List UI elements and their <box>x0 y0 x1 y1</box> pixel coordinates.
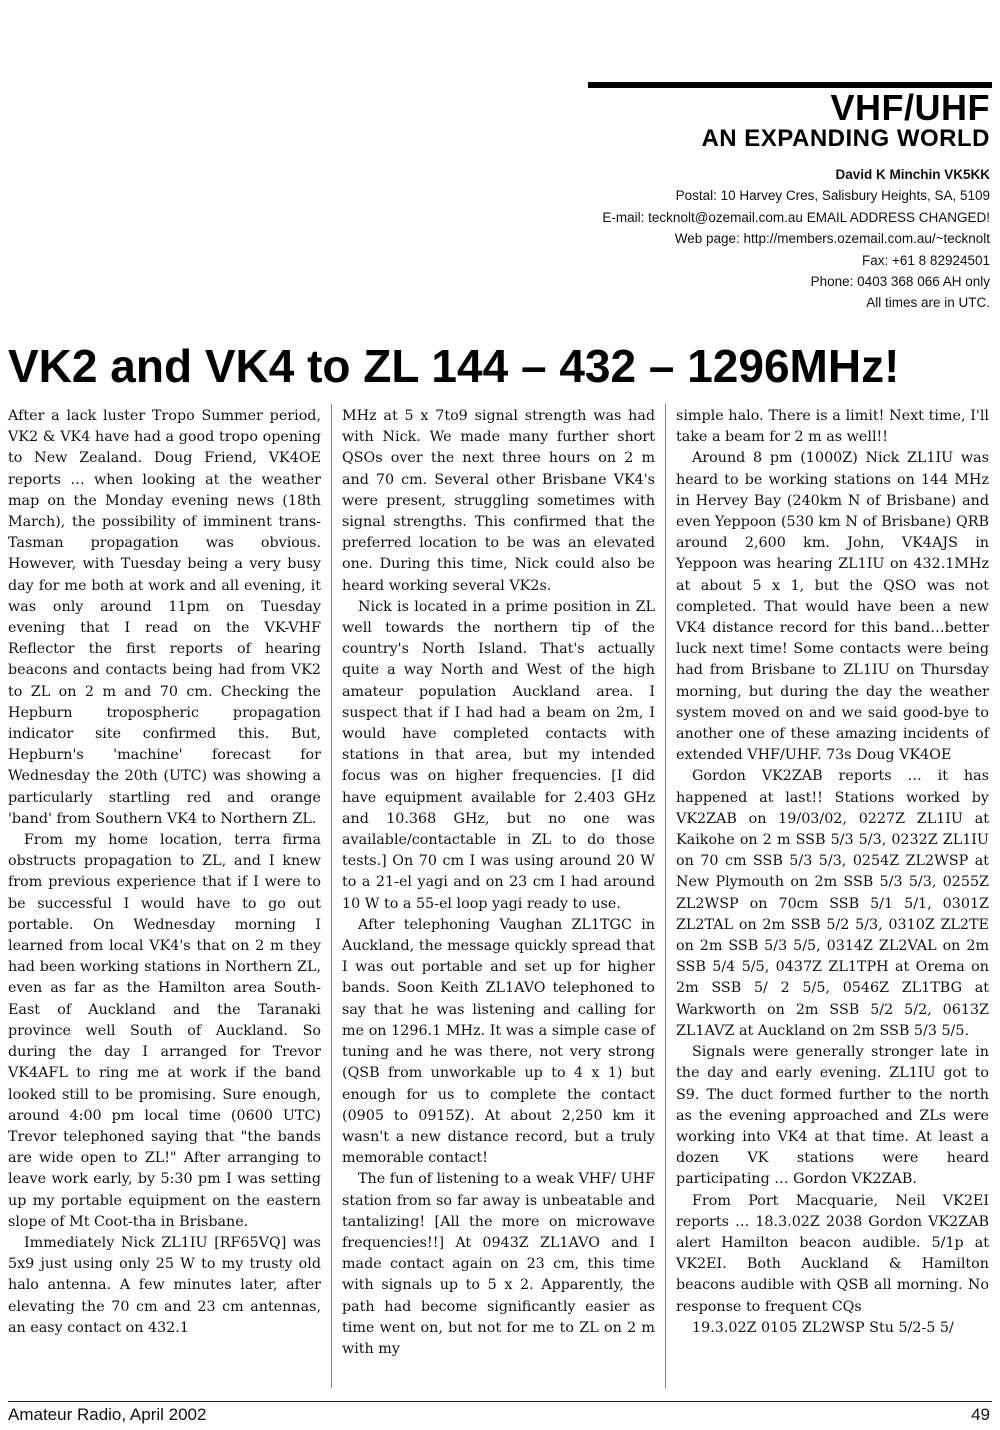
footer-rule <box>8 1401 992 1402</box>
section-subtitle: AN EXPANDING WORLD <box>701 125 990 152</box>
times-note: All times are in UTC. <box>866 295 990 311</box>
paragraph: simple halo. There is a limit! Next time, I'll take a beam for 2 m as well!! <box>676 408 989 446</box>
paragraph: From Port Macquarie, Neil VK2EI reports … 18.3.02Z 2038 Gordon VK2ZAB alert Hamilton beacon audible. 5/1p at VK2EI. Both Auckland & Hamilton beacons audible with QSB all morning. No response to frequent CQs <box>676 1192 989 1315</box>
author-name: David K Minchin VK5KK <box>835 167 990 182</box>
paragraph: Nick is located in a prime position in ZL well towards the northern tip of the country's North Island. That's actually quite a way North and West of the high amateur population Auckland area. I suspect that if I had had a beam on 2m, I would have completed contacts with stations in that area, but my intended focus was on higher frequencies. [I did have equipment available for 2.403 GHz and 10.368 GHz, but no one was available/contactable in ZL to do those tests.] On 70 cm I was using around 20 W to a 21-el yagi and on 23 cm I had around 10 W to a 55-el loop yagi ready to use. <box>342 598 655 912</box>
paragraph: Around 8 pm (1000Z) Nick ZL1IU was heard to be working stations on 144 MHz in Hervey Bay (240km N of Brisbane) and even Yeppoon (530 km N of Brisbane) QRB around 2,600 km. John, VK4AJS in Yeppoon was hearing ZL1IU on 432.1MHz at about 5 x 1, but the QSO was not completed. That would have been a new VK4 distance record for this band…better luck next time! Some contacts were being had from Brisbane to ZL1IU on Thursday morning, but during the day the weather system moved on and we said good-bye to another one of these amazing incidents of extended VHF/UHF. 73s Doug VK4OE <box>676 450 989 764</box>
article-headline: VK2 and VK4 to ZL 144 – 432 – 1296MHz! <box>8 340 900 392</box>
article-column-3 <box>676 406 989 1339</box>
fax-line: Fax: +61 8 82924501 <box>862 252 990 268</box>
article-column-1 <box>8 406 321 1339</box>
publication-footer: Amateur Radio, April 2002 <box>8 1405 207 1424</box>
paragraph: After telephoning Vaughan ZL1TGC in Auckland, the message quickly spread that I was out portable and set up for higher bands. Soon Keith ZL1AVO telephoned to say that he was listening and calling for me on 1296.1 MHz. It was a simple case of tuning and he was there, not very strong (QSB from unworkable up to 4 x 1) but enough for us to complete the contact (0905 to 0915Z). At about 2,250 km it wasn't a new distance record, but a truly memorable contact! <box>342 916 655 1167</box>
column-divider <box>665 404 666 1388</box>
section-title: VHF/UHF <box>830 87 990 128</box>
paragraph: The fun of listening to a weak VHF/ UHF station from so far away is unbeatable and tantalizing! [All the more on microwave frequencies!!] At 0943Z ZL1AVO and I made contact again on 23 cm, this time with signals up to 5 x 2. Apparently, the path had become significantly easier as time went on, but not for me to ZL on 2 m with my <box>342 1171 655 1357</box>
postal-address: Postal: 10 Harvey Cres, Salisbury Heights, SA, 5109 <box>675 188 990 204</box>
column-divider <box>331 404 332 1388</box>
author-contact-block <box>602 164 990 314</box>
paragraph: 19.3.02Z 0105 ZL2WSP Stu 5/2-5 5/ <box>692 1319 954 1336</box>
paragraph: After a lack luster Tropo Summer period, VK2 & VK4 have had a good tropo opening to New Zealand. Doug Friend, VK4OE reports … when looking at the weather map on the Monday evening news (18th March), the possibility of imminent trans-Tasman propagation was obvious. However, with Tuesday being a very busy day for me both at work and all evening, it was only around 11pm on Tuesday evening that I read on the VK-VHF Reflector the first reports of hearing beacons and contacts being had from VK2 to ZL on 2 m and 70 cm. Checking the Hepburn tropospheric propagation indicator site confirmed this. But, Hepburn's 'machine' forecast for Wednesday the 20th (UTC) was showing a particularly startling red and orange 'band' from Southern VK4 to Northern ZL. <box>8 408 321 827</box>
email-line: E-mail: tecknolt@ozemail.com.au EMAIL ADDRESS CHANGED! <box>602 209 990 225</box>
phone-line: Phone: 0403 368 066 AH only <box>810 274 990 290</box>
paragraph: MHz at 5 x 7to9 signal strength was had with Nick. We made many further short QSOs over the next three hours on 2 m and 70 cm. Several other Brisbane VK4's were present, struggling sometimes with signal strengths. This confirmed that the preferred location to be was an elevated one. During this time, Nick could also be heard working several VK2s. <box>342 408 655 594</box>
paragraph: Gordon VK2ZAB reports … it has happened at last!! Stations worked by VK2ZAB on 19/03/02, 0227Z ZL1IU at Kaikohe on 2 m SSB 5/3 5/3, 0232Z ZL1IU on 70 cm SSB 5/3 5/3, 0254Z ZL2WSP at New Plymouth on 2m SSB 5/3 5/3, 0255Z ZL2WSP on 70cm SSB 5/1 5/1, 0301Z ZL2TAL on 2m SSB 5/2 5/3, 0310Z ZL2TE on 2m SSB 5/3 5/5, 0314Z ZL2VAL on 2m SSB 5/4 5/5, 0437Z ZL1TPH at Orema on 2m SSB 5/ 2 5/5, 0546Z ZL1TBG at Warkworth on 2m SSB 5/2 5/2, 0613Z ZL1AVZ at Auckland on 2m SSB 5/3 5/5. <box>676 768 989 1039</box>
article-column-2 <box>342 406 655 1360</box>
page-number: 49 <box>971 1405 990 1424</box>
paragraph: Immediately Nick ZL1IU [RF65VQ] was 5x9 just using only 25 W to my trusty old halo antenna. A few minutes later, after elevating the 70 cm and 23 cm antennas, an easy contact on 432.1 <box>8 1234 321 1336</box>
paragraph: Signals were generally stronger late in the day and early evening. ZL1IU got to S9. The duct formed further to the north as the evening approached and ZLs were working into VK4 at that time. At least a dozen VK stations were heard participating … Gordon VK2ZAB. <box>676 1044 989 1188</box>
web-page-line: Web page: http://members.ozemail.com.au/~tecknolt <box>674 231 990 247</box>
paragraph: From my home location, terra firma obstructs propagation to ZL, and I knew from previous experience that if I were to be successful I would have to go out portable. On Wednesday morning I learned from local VK4's that on 2 m they had been working stations in Northern ZL, even as far as the Hamilton area South-East of Auckland and the Taranaki province well South of Auckland. So during the day I arranged for Trevor VK4AFL to ring me at work if the band looked still to be promising. Sure enough, around 4:00 pm local time (0600 UTC) Trevor telephoned saying that "the bands are wide open to ZL!" After arranging to leave work early, by 5:30 pm I was setting up my portable equipment on the eastern slope of Mt Coot-tha in Brisbane. <box>8 832 321 1230</box>
